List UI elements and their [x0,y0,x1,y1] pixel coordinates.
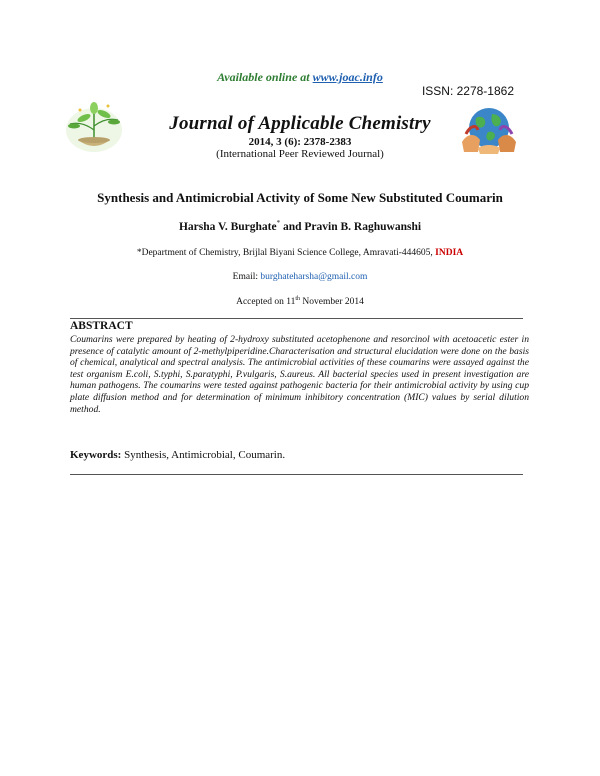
keywords-line [70,449,285,461]
globe-hands-logo [458,104,520,156]
accepted-prefix: Accepted on 11 [236,297,296,308]
author-joiner: and [282,220,302,233]
author-name: Pravin B. Raghuwanshi [304,220,422,233]
accepted-ordinal: th [295,296,301,302]
volume-info: 2014, 3 (6): 2378-2383 [248,136,352,148]
abstract-text: Coumarins were prepared by heating of 2-hydroxy substituted acetophenone and resorcinol with acetoacetic ester in presence of catalytic amount of 2-methylpiperidine.Characterisation and structural elucidation were done on the basis of chemical, analytical and spectral analysis. The antimicrobial activities of these coumarins were assayed against the test organism E.coli, S.typhi, S.paratyphi, P.vulgaris, S.aureus. All bacterial species used in present investigation are human pathogens. The coumarins were tested against pathogenic bacteria for their antimicrobial activity by using cup plate diffusion method and for determination of minimum inhibitory concentration (MIC) values by serial dilution method. [70,334,529,415]
author-name: Harsha V. Burghate [178,220,277,233]
keywords-text: Synthesis, Antimicrobial, Coumarin. [124,449,286,461]
available-online-line [0,70,600,85]
email-address-link[interactable]: burghateharsha@gmail.com [260,272,368,282]
email-label: Email: [232,272,258,282]
author-line [0,219,600,233]
affiliation-text: *Department of Chemistry, Brijlal Biyani Science College, Amravati-444605, [136,248,433,258]
accepted-suffix: November 2014 [302,297,364,308]
accepted-date [0,296,600,307]
article-title: Synthesis and Antimicrobial Activity of Some New Substituted Coumarin [97,190,503,205]
corresponding-author-mark: * [276,219,281,227]
available-online-text: Available online at [217,70,310,84]
divider-bottom [70,474,523,475]
keywords-label: Keywords: [70,449,122,461]
journal-name: Journal of Applicable Chemistry [169,113,431,134]
affiliation-line [0,248,600,258]
journal-website-link[interactable]: www.joac.info [312,70,383,84]
email-line [0,272,600,282]
issn-number: ISSN: 2278-1862 [421,84,514,98]
affiliation-country: INDIA [435,248,464,258]
peer-review-note: (International Peer Reviewed Journal) [216,148,384,160]
abstract-heading: ABSTRACT [70,320,133,332]
divider-top [70,318,523,319]
